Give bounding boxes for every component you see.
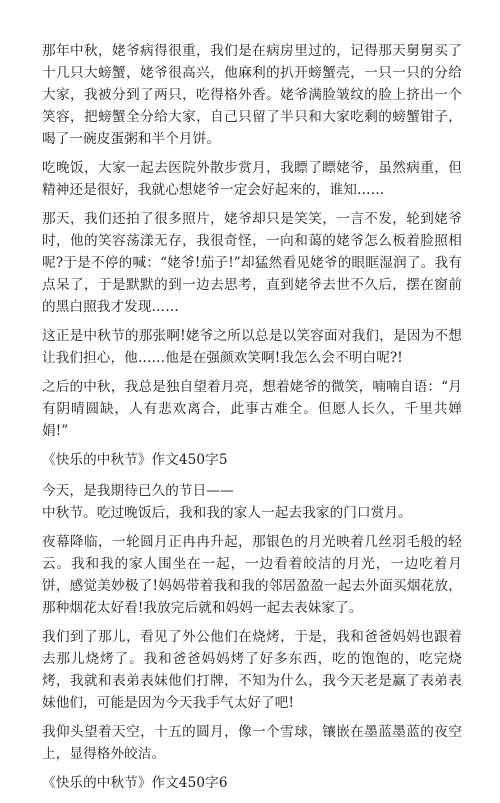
paragraph: 这正是中秋节的那张啊!姥爷之所以总是以笑容面对我们，是因为不想让我们担心，他……他是在强颜欢笑啊!我怎么会不明白呢?! [42, 328, 462, 366]
essay-title: 《快乐的中秋节》作文450字5 [42, 452, 228, 468]
paragraph: 吃晚饭，大家一起去医院外散步赏月，我瞟了瞟姥爷，虽然病重，但精神还是很好，我就心想姥爷一定会好起来的，谁知…… [42, 160, 462, 198]
article-body [42, 40, 462, 803]
paragraph: 之后的中秋，我总是独自望着月亮，想着姥爷的微笑，喃喃自语：“月有阴晴圆缺，人有悲欢离合，此事古难全。但愿人长久，千里共婵娟!” [42, 379, 462, 439]
essay-title: 《快乐的中秋节》作文450字6 [42, 775, 228, 791]
paragraph: 夜幕降临，一轮圆月正冉冉升起，那银色的月光映着几丝羽毛般的轻云。我和我的家人围坐在一起，一边看着皎洁的月光，一边吃着月饼，感觉美妙极了!妈妈带着我和我的邻居盈盈一起去外面买烟花放，那种烟花太好看!我放完后就和妈妈一起去表妹家了。 [42, 534, 462, 616]
paragraph: 那天，我们还拍了很多照片，姥爷却只是笑笑，一言不发，轮到姥爷时，他的笑容荡漾无存，我很奇怪，一向和蔼的姥爷怎么板着脸照相呢?于是不停的喊：“姥爷!茄子!”却猛然看见姥爷的眼眶湿润了。我有点呆了，于是默默的到一边去思考，直到姥爷去世不久后，摆在窗前的黑白照我才发现…… [42, 211, 462, 315]
paragraph: 我们到了那儿，看见了外公他们在烧烤，于是，我和爸爸妈妈也跟着去那儿烧烤了。我和爸爸妈妈烤了好多东西，吃的饱饱的，吃完烧烤，我就和表弟表妹他们打牌，不知为什么，我今天老是赢了表弟表妹他们，可能是因为今天我手气太好了吧! [42, 629, 462, 711]
paragraph: 那年中秋，姥爷病得很重，我们是在病房里过的，记得那天舅舅买了十几只大螃蟹，姥爷很高兴，他麻利的扒开螃蟹壳，一只一只的分给大家，我被分到了两只，吃得格外香。姥爷满脸皱纹的脸上挤出一个笑容，把螃蟹全分给大家，自己只留了半只和大家吃剩的螃蟹钳子，喝了一碗皮蛋粥和半个月饼。 [42, 43, 462, 147]
paragraph: 今天，是我期待已久的节日—— [42, 483, 234, 499]
paragraph: 我仰头望着天空，十五的圆月，像一个雪球，镶嵌在墨蓝墨蓝的夜空上，显得格外皎洁。 [42, 724, 462, 762]
paragraph: 中秋节。吃过晚饭后，我和我的家人一起去我家的门口赏月。 [42, 505, 412, 521]
